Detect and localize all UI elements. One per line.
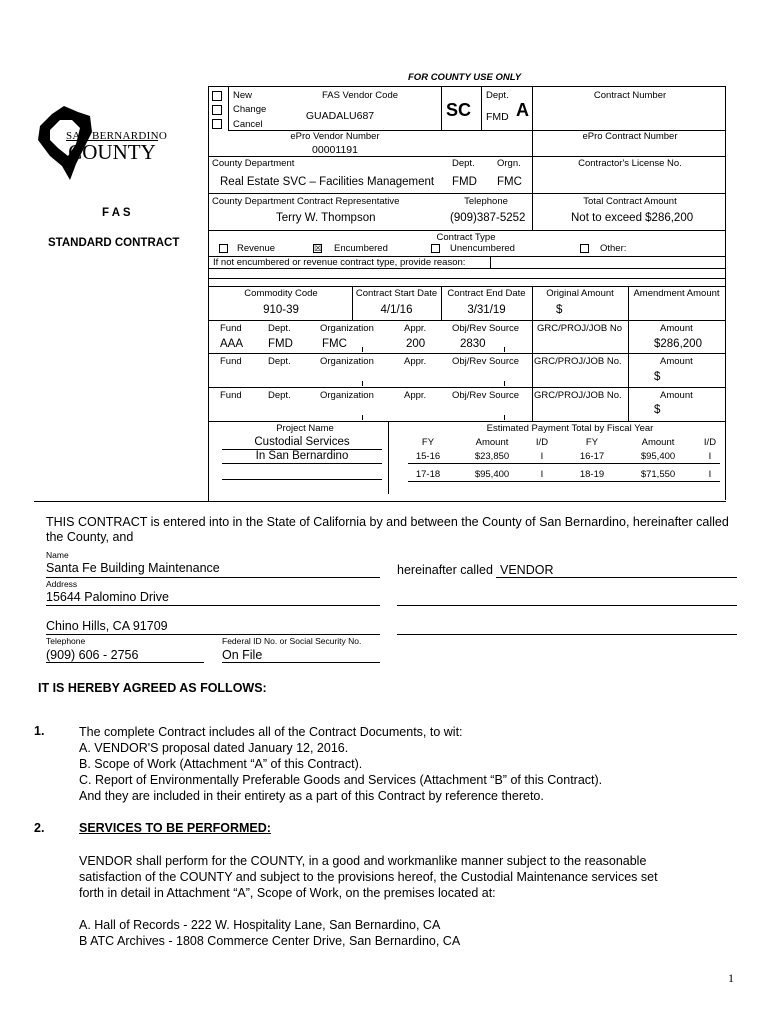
appr-label: Appr. bbox=[404, 356, 427, 367]
fy2-value: 16-17 bbox=[579, 451, 605, 462]
obj-rev-label: Obj/Rev Source bbox=[452, 390, 520, 401]
commodity-code-label: Commodity Code bbox=[244, 288, 318, 299]
amount-label: Amount bbox=[660, 390, 693, 401]
new-checkbox[interactable] bbox=[212, 91, 222, 101]
amount2-header: Amount bbox=[641, 437, 675, 448]
id2-value: I bbox=[708, 469, 712, 480]
project-name-label: Project Name bbox=[276, 423, 334, 434]
contract-number-label: Contract Number bbox=[593, 90, 667, 101]
rep-value: Terry W. Thompson bbox=[276, 212, 376, 224]
fy-value: 15-16 bbox=[415, 451, 441, 462]
sc-code: SC bbox=[446, 100, 472, 120]
start-date-label: Contract Start Date bbox=[355, 288, 438, 299]
dept-value: FMD bbox=[486, 111, 509, 123]
cd-dept-value: FMD bbox=[452, 176, 477, 188]
dept-value: FMD bbox=[268, 338, 293, 350]
epro-vendor-label: ePro Vendor Number bbox=[290, 131, 380, 142]
grc-label: GRC/PROJ/JOB No bbox=[537, 323, 622, 334]
amount-header: Amount bbox=[475, 437, 509, 448]
agreed-heading: IT IS HEREBY AGREED AS FOLLOWS: bbox=[38, 681, 267, 695]
end-date-label: Contract End Date bbox=[447, 288, 526, 299]
encumbered-checkbox[interactable]: ☒ bbox=[314, 243, 323, 253]
fund-label: Fund bbox=[220, 323, 242, 334]
county-dept-label: County Department bbox=[212, 158, 295, 169]
vendor-telephone: (909) 606 - 2756 bbox=[46, 648, 139, 662]
amount2-value: $71,550 bbox=[640, 469, 676, 480]
fiscal-label: Estimated Payment Total by Fiscal Year bbox=[486, 423, 654, 434]
revenue-checkbox[interactable] bbox=[219, 244, 228, 253]
obj-rev-value: 2830 bbox=[460, 338, 486, 350]
county-logo bbox=[34, 104, 168, 184]
original-amount-label: Original Amount bbox=[546, 288, 614, 299]
federal-id-value: On File bbox=[222, 648, 263, 662]
rep-tel-value: (909)387-5252 bbox=[450, 212, 526, 224]
vendor-city: Chino Hills, CA 91709 bbox=[46, 619, 168, 633]
contract-type-label: Contract Type bbox=[436, 232, 496, 243]
unencumbered-checkbox[interactable] bbox=[431, 244, 440, 253]
county-use-only: FOR COUNTY USE ONLY bbox=[408, 72, 522, 83]
fy2-header: FY bbox=[585, 437, 599, 448]
address-label: Address bbox=[46, 579, 78, 589]
fy-value: 17-18 bbox=[415, 469, 441, 480]
epro-contract-label: ePro Contract Number bbox=[582, 131, 678, 142]
amount-value: $95,400 bbox=[474, 469, 510, 480]
cd-dept-label: Dept. bbox=[452, 158, 475, 169]
logo-line2: COUNTY bbox=[68, 140, 156, 164]
unencumbered-label: Unencumbered bbox=[450, 243, 515, 254]
end-date-value: 3/31/19 bbox=[467, 304, 506, 316]
dept-label: Dept. bbox=[268, 323, 291, 334]
original-amount-value: $ bbox=[556, 304, 563, 316]
dept-a-code: A bbox=[516, 100, 529, 120]
fund-label: Fund bbox=[220, 356, 242, 367]
vendor-address: 15644 Palomino Drive bbox=[46, 590, 169, 604]
county-dept-value: Real Estate SVC – Facilities Management bbox=[220, 176, 435, 188]
page-number: 1 bbox=[728, 971, 734, 985]
other-label: Other: bbox=[600, 243, 627, 254]
appr-label: Appr. bbox=[404, 390, 427, 401]
amendment-amount-label: Amendment Amount bbox=[633, 288, 720, 299]
fy2-value: 18-19 bbox=[579, 469, 605, 480]
id-value: I bbox=[540, 451, 544, 462]
fy-header: FY bbox=[421, 437, 435, 448]
amount-value: $23,850 bbox=[474, 451, 510, 462]
amount-value: $ bbox=[654, 371, 661, 383]
organization-label: Organization bbox=[320, 356, 374, 367]
encumbered-label: Encumbered bbox=[334, 243, 388, 254]
organization-label: Organization bbox=[320, 323, 374, 334]
revenue-label: Revenue bbox=[237, 243, 276, 254]
section-1-item-c: C. Report of Environmentally Preferable Goods and Services (Attachment “B” of this Contract). bbox=[79, 773, 603, 787]
section-2-item-b: B ATC Archives - 1808 Commerce Center Drive, San Bernardino, CA bbox=[79, 934, 461, 948]
change-checkbox[interactable] bbox=[212, 105, 222, 115]
vendor-name: Santa Fe Building Maintenance bbox=[46, 561, 220, 575]
fas-title: F A S bbox=[102, 207, 131, 219]
cancel-checkbox[interactable] bbox=[212, 119, 222, 129]
intro-line2: the County, and bbox=[46, 530, 134, 544]
section-2-line3: forth in detail in Attachment “A”, Scope of Work, on the premises located at: bbox=[79, 886, 496, 900]
id-header: I/D bbox=[535, 437, 549, 448]
section-1-number: 1. bbox=[34, 724, 45, 738]
appr-value: 200 bbox=[406, 338, 426, 350]
dept-label: Dept. bbox=[268, 390, 291, 401]
organization-label: Organization bbox=[320, 390, 374, 401]
amount-label: Amount bbox=[660, 323, 693, 334]
section-2-title: SERVICES TO BE PERFORMED: bbox=[79, 821, 271, 835]
standard-contract-title: STANDARD CONTRACT bbox=[48, 237, 180, 249]
section-1-lead: The complete Contract includes all of the Contract Documents, to wit: bbox=[79, 725, 463, 739]
grc-label: GRC/PROJ/JOB No. bbox=[534, 356, 622, 367]
project-line1: Custodial Services bbox=[254, 436, 350, 448]
section-1-tail: And they are included in their entirety as a part of this Contract by reference thereto. bbox=[79, 789, 544, 803]
intro-line1: THIS CONTRACT is entered into in the State of California by and between the County of San Bernardino, hereinafter called bbox=[46, 515, 729, 529]
grc-label: GRC/PROJ/JOB No. bbox=[534, 390, 622, 401]
rep-label: County Department Contract Representative bbox=[212, 196, 400, 207]
vendor-code-label: FAS Vendor Code bbox=[321, 90, 399, 101]
id2-header: I/D bbox=[703, 437, 717, 448]
id2-value: I bbox=[708, 451, 712, 462]
section-2-number: 2. bbox=[34, 821, 45, 835]
start-date-value: 4/1/16 bbox=[380, 304, 413, 316]
hereinafter-called: hereinafter called bbox=[397, 563, 493, 577]
section-1-item-a: A. VENDOR'S proposal dated January 12, 2016. bbox=[79, 741, 349, 755]
section-2-line1: VENDOR shall perform for the COUNTY, in a good and workmanlike manner subject to the reasonable bbox=[79, 854, 647, 868]
section-2-item-a: A. Hall of Records - 222 W. Hospitality Lane, San Bernardino, CA bbox=[79, 918, 441, 932]
rep-tel-label: Telephone bbox=[464, 196, 508, 207]
license-label: Contractor's License No. bbox=[578, 158, 682, 169]
organization-value: FMC bbox=[322, 338, 347, 350]
total-label: Total Contract Amount bbox=[583, 196, 677, 207]
amount-label: Amount bbox=[660, 356, 693, 367]
logo-line1: SAN BERNARDINO bbox=[66, 130, 168, 142]
cancel-label: Cancel bbox=[233, 119, 263, 130]
change-label: Change bbox=[233, 104, 267, 115]
reason-label: If not encumbered or revenue contract type, provide reason: bbox=[213, 257, 466, 268]
amount-value: $ bbox=[654, 404, 661, 416]
project-line2: In San Bernardino bbox=[255, 450, 349, 462]
epro-vendor-value: 00001191 bbox=[312, 144, 358, 156]
dept-label: Dept. bbox=[268, 356, 291, 367]
section-2-line2: satisfaction of the COUNTY and subject to the provisions hereof, the Custodial Maintenance services set bbox=[79, 870, 658, 884]
section-1-item-b: B. Scope of Work (Attachment “A” of this Contract). bbox=[79, 757, 363, 771]
appr-label: Appr. bbox=[404, 323, 427, 334]
federal-id-label: Federal ID No. or Social Security No. bbox=[222, 636, 362, 646]
fund-value: AAA bbox=[220, 338, 244, 350]
vendor-code-value: GUADALU687 bbox=[305, 110, 375, 122]
id-value: I bbox=[540, 469, 544, 480]
obj-rev-label: Obj/Rev Source bbox=[452, 323, 520, 334]
cd-orgn-label: Orgn. bbox=[497, 158, 521, 169]
fund-label: Fund bbox=[220, 390, 242, 401]
other-checkbox[interactable] bbox=[580, 244, 589, 253]
name-label: Name bbox=[46, 550, 69, 560]
cd-orgn-value: FMC bbox=[497, 176, 522, 188]
amount-value: $286,200 bbox=[654, 338, 702, 350]
vendor-term: VENDOR bbox=[500, 563, 554, 577]
new-label: New bbox=[233, 90, 253, 101]
telephone-label: Telephone bbox=[46, 636, 86, 646]
amount2-value: $95,400 bbox=[640, 451, 676, 462]
dept-label: Dept. bbox=[486, 90, 509, 101]
obj-rev-label: Obj/Rev Source bbox=[452, 356, 520, 367]
total-value: Not to exceed $286,200 bbox=[571, 212, 694, 224]
commodity-code-value: 910-39 bbox=[263, 304, 299, 316]
